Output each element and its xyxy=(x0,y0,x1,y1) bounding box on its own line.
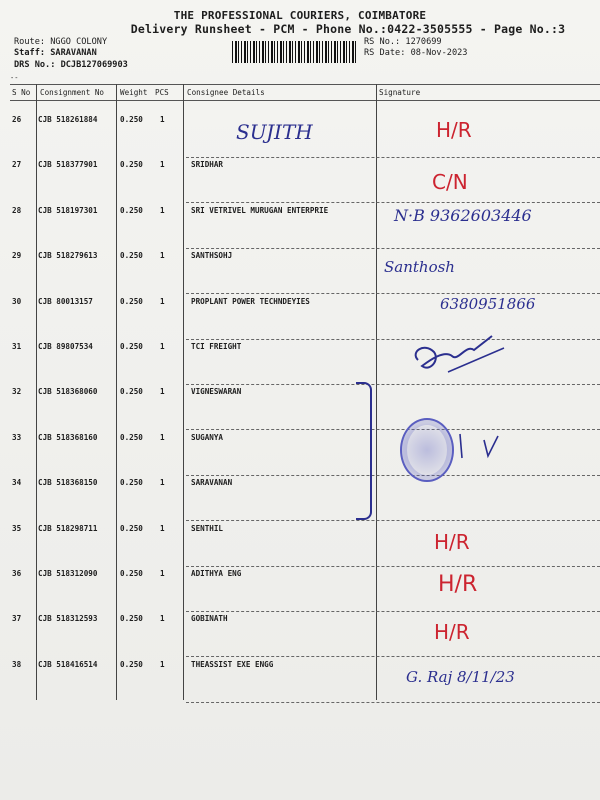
col-weight: Weight xyxy=(120,88,148,97)
table-row xyxy=(10,433,600,447)
row-divider xyxy=(186,384,600,385)
row-consignee: SRI VETRIVEL MURUGAN ENTERPRIE xyxy=(191,205,329,215)
row-weight: 0.250 xyxy=(120,296,143,306)
row-consignment: CJB 518368150 xyxy=(38,478,98,488)
rs-number: RS No.: 1270699 xyxy=(364,37,442,47)
signature-sujith: SUJITH xyxy=(236,120,313,144)
row-sno: 27 xyxy=(12,160,22,170)
sheet-title: Delivery Runsheet - PCM - Phone No.:0422-3505555 - Page No.:3 xyxy=(130,22,566,36)
barcode-image xyxy=(232,41,358,63)
table-row xyxy=(10,251,600,265)
signature-phone-28: N·B 9362603446 xyxy=(394,206,532,225)
row-pcs: 1 xyxy=(160,251,165,261)
grouping-brace xyxy=(356,382,372,520)
row-consignment: CJB 518312593 xyxy=(38,614,98,624)
row-pcs: 1 xyxy=(160,523,165,533)
row-weight: 0.250 xyxy=(120,205,143,215)
row-divider xyxy=(186,293,600,294)
route-label: Route: NGGO COLONY xyxy=(14,37,108,47)
row-sno: 33 xyxy=(12,432,22,442)
signature-tick-marks xyxy=(452,428,502,468)
row-pcs: 1 xyxy=(160,115,165,124)
row-divider xyxy=(186,520,600,521)
row-pcs: 1 xyxy=(160,659,165,669)
company-name: THE PROFESSIONAL COURIERS, COIMBATORE xyxy=(173,9,427,22)
row-consignment: CJB 518197301 xyxy=(38,205,98,215)
row-consignee: SUGANYA xyxy=(191,432,224,442)
row-sno: 34 xyxy=(12,478,22,488)
signature-hr-35: H/R xyxy=(434,530,470,554)
signature-hr-26: H/R xyxy=(436,118,472,142)
row-weight: 0.250 xyxy=(120,478,143,488)
signature-cn-27: C/N xyxy=(432,170,468,194)
row-divider xyxy=(186,339,600,340)
table-row xyxy=(10,342,600,356)
row-consignee: ADITHYA ENG xyxy=(191,569,242,578)
row-sno: 36 xyxy=(12,569,22,578)
signature-graj-38: G. Raj 8/11/23 xyxy=(406,668,515,686)
rs-date: RS Date: 08-Nov-2023 xyxy=(364,48,468,58)
row-sno: 28 xyxy=(12,205,22,215)
table-row xyxy=(10,614,600,628)
row-pcs: 1 xyxy=(160,569,165,578)
row-consignment: CJB 518279613 xyxy=(38,251,98,261)
row-consignee: SENTHIL xyxy=(191,523,224,533)
row-consignee: PROPLANT POWER TECHNDEYIES xyxy=(191,296,310,306)
row-weight: 0.250 xyxy=(120,342,143,351)
row-consignee: THEASSIST EXE ENGG xyxy=(191,659,274,669)
signature-hr-37: H/R xyxy=(434,620,470,644)
table-row xyxy=(10,569,600,583)
col-signature: Signature xyxy=(379,88,421,97)
row-sno: 35 xyxy=(12,523,22,533)
row-sno: 37 xyxy=(12,614,22,624)
row-sno: 31 xyxy=(12,342,22,351)
table-row xyxy=(10,160,600,174)
row-divider xyxy=(186,656,600,657)
col-consignment: Consignment No xyxy=(40,88,105,97)
row-weight: 0.250 xyxy=(120,432,143,442)
row-consignment: CJB 518368160 xyxy=(38,432,98,442)
row-weight: 0.250 xyxy=(120,614,143,624)
row-weight: 0.250 xyxy=(120,523,143,533)
row-divider xyxy=(186,429,600,430)
table-row xyxy=(10,524,600,538)
row-consignment: CJB 518312090 xyxy=(38,569,98,578)
table-header-line xyxy=(10,100,600,101)
row-sno: 30 xyxy=(12,296,22,306)
signature-santhosh-29: Santhosh xyxy=(384,258,455,276)
row-divider xyxy=(186,566,600,567)
row-weight: 0.250 xyxy=(120,160,143,170)
row-consignment: CJB 518416514 xyxy=(38,659,98,669)
row-pcs: 1 xyxy=(160,432,165,442)
table-header xyxy=(10,86,600,100)
row-pcs: 1 xyxy=(160,387,165,397)
table-row xyxy=(10,478,600,492)
row-consignee: VIGNESWARAN xyxy=(191,387,242,397)
staff-label: Staff: SARAVANAN xyxy=(14,48,97,58)
row-sno: 26 xyxy=(12,115,22,124)
col-consignee: Consignee Details xyxy=(187,88,265,97)
row-divider xyxy=(186,248,600,249)
separator-top: -- xyxy=(10,74,19,82)
row-divider xyxy=(186,475,600,476)
row-sno: 38 xyxy=(12,659,22,669)
row-consignee: SARAVANAN xyxy=(191,478,233,488)
row-consignee: SANTHSOHJ xyxy=(191,251,233,261)
row-consignee: SRIDHAR xyxy=(191,160,224,170)
row-pcs: 1 xyxy=(160,205,165,215)
row-consignee: GOBINATH xyxy=(191,614,228,624)
row-consignment: CJB 518298711 xyxy=(38,523,98,533)
row-weight: 0.250 xyxy=(120,387,143,397)
row-consignment: CJB 80013157 xyxy=(38,296,93,306)
row-weight: 0.250 xyxy=(120,251,143,261)
row-consignment: CJB 518368060 xyxy=(38,387,98,397)
stamp-seal xyxy=(400,418,454,482)
signature-phone-30: 6380951866 xyxy=(440,295,536,313)
signature-hr-36: H/R xyxy=(438,572,478,597)
row-pcs: 1 xyxy=(160,614,165,624)
row-consignee: TCI FREIGHT xyxy=(191,342,242,351)
row-sno: 32 xyxy=(12,387,22,397)
row-sno: 29 xyxy=(12,251,22,261)
row-consignment: CJB 89807534 xyxy=(38,342,93,351)
row-consignment: CJB 518377901 xyxy=(38,160,98,170)
row-divider xyxy=(186,702,600,703)
row-pcs: 1 xyxy=(160,478,165,488)
drs-label: DRS No.: DCJB127069903 xyxy=(14,60,128,70)
row-divider xyxy=(186,202,600,203)
row-divider xyxy=(186,157,600,158)
col-pcs: PCS xyxy=(155,88,169,97)
row-pcs: 1 xyxy=(160,296,165,306)
row-weight: 0.250 xyxy=(120,659,143,669)
row-consignment: CJB 518261884 xyxy=(38,115,98,124)
row-pcs: 1 xyxy=(160,342,165,351)
signature-scribble-31 xyxy=(400,332,510,384)
row-weight: 0.250 xyxy=(120,115,143,124)
col-sno: S No xyxy=(12,88,31,97)
row-weight: 0.250 xyxy=(120,569,143,578)
table-row xyxy=(10,387,600,401)
table-top-line xyxy=(10,84,600,85)
row-pcs: 1 xyxy=(160,160,165,170)
row-divider xyxy=(186,611,600,612)
